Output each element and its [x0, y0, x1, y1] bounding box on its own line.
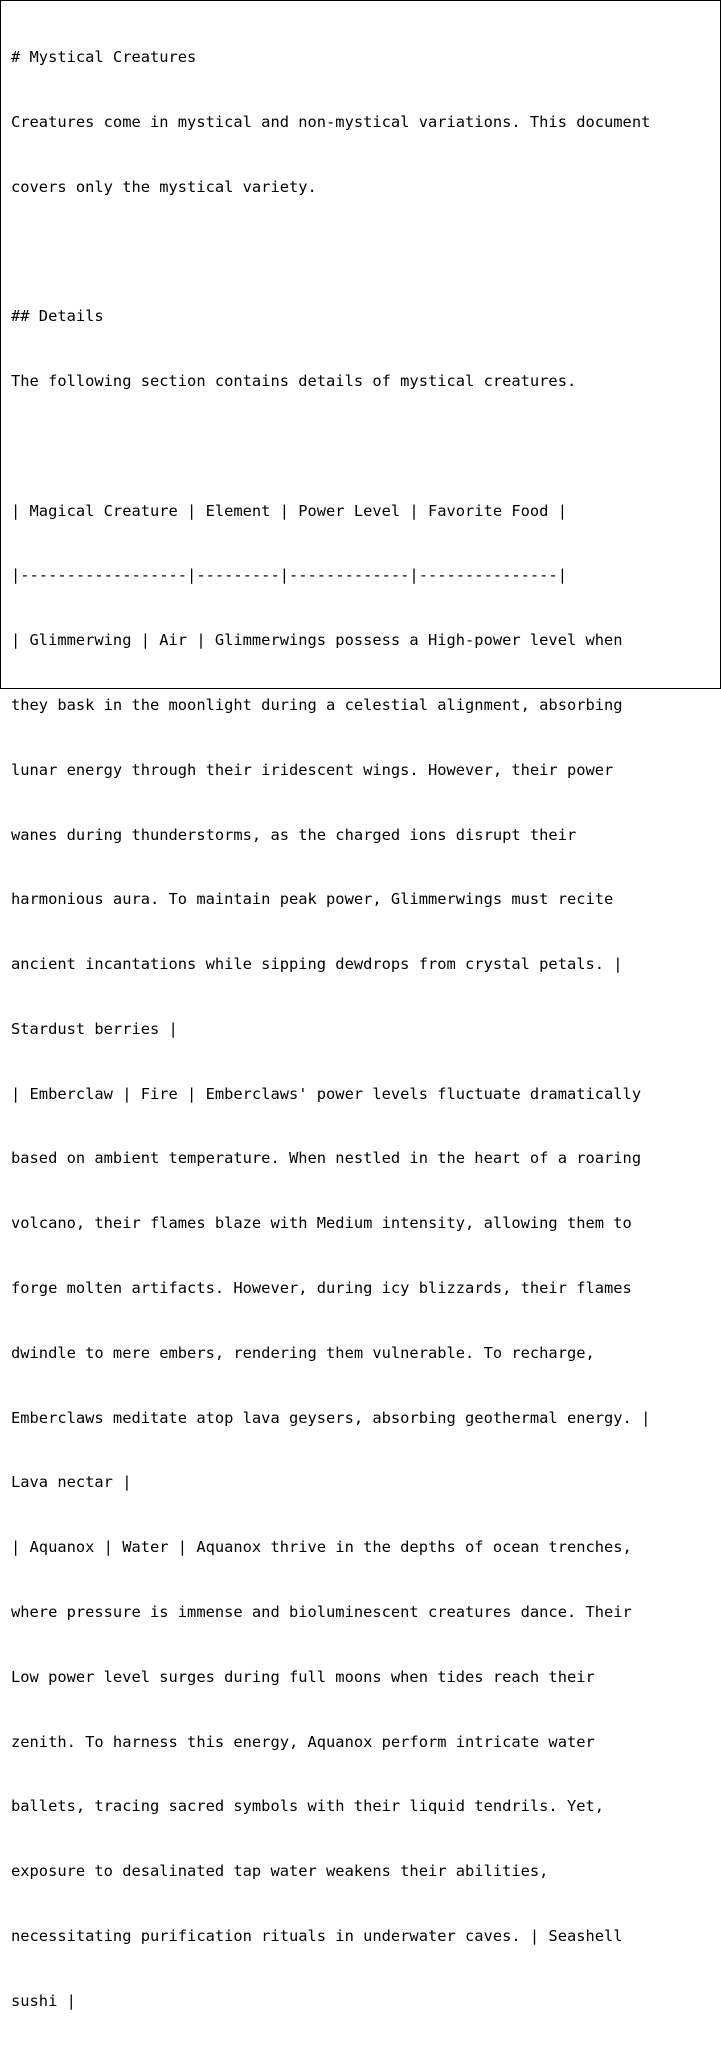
table-row-line: Lava nectar | — [11, 1473, 132, 1492]
table-row-line: ballets, tracing sacred symbols with their liquid tendrils. Yet, — [11, 1797, 605, 1816]
table-row-line: Stardust berries | — [11, 1019, 178, 1038]
table-row-line: | Emberclaw | Fire | Emberclaws' power levels fluctuate dramatically — [11, 1084, 642, 1103]
text-line: Creatures come in mystical and non-mystical variations. This document — [11, 112, 651, 131]
blank-line — [11, 436, 711, 458]
table-row-line: they bask in the moonlight during a celestial alignment, absorbing — [11, 696, 623, 714]
document-text — [11, 4, 711, 2055]
blank-line — [11, 242, 711, 264]
table-row-line: sushi | — [11, 1991, 76, 2010]
table-row-line: Low power level surges during full moons when tides reach their — [11, 1667, 595, 1686]
table-row-line: zenith. To harness this energy, Aquanox perform intricate water — [11, 1732, 595, 1751]
table-header-line: | Magical Creature | Element | Power Level | Favorite Food | — [11, 501, 567, 520]
text-line: covers only the mystical variety. — [11, 177, 317, 196]
table-row-line: ancient incantations while sipping dewdrops from crystal petals. | — [11, 955, 623, 974]
table-row-line: Emberclaws meditate atop lava geysers, absorbing geothermal energy. | — [11, 1408, 651, 1427]
table-row-line: dwindle to mere embers, rendering them vulnerable. To recharge, — [11, 1343, 595, 1362]
table-row-line: necessitating purification rituals in underwater caves. | Seashell — [11, 1926, 623, 1945]
table-row-line: where pressure is immense and bioluminescent creatures dance. Their — [11, 1602, 632, 1621]
table-row-line: exposure to desalinated tap water weakens their abilities, — [11, 1862, 549, 1881]
table-row-line: wanes during thunderstorms, as the charged ions disrupt their — [11, 825, 577, 844]
heading-line: # Mystical Creatures — [11, 48, 197, 67]
table-row-line: volcano, their flames blaze with Medium intensity, allowing them to — [11, 1214, 632, 1233]
table-row-line: forge molten artifacts. However, during icy blizzards, their flames — [11, 1279, 632, 1298]
text-line: The following section contains details of mystical creatures. — [11, 372, 577, 391]
table-row-line: based on ambient temperature. When nestled in the heart of a roaring — [11, 1149, 642, 1168]
table-row-line: harmonious aura. To maintain peak power, Glimmerwings must recite — [11, 890, 614, 909]
table-row-line: lunar energy through their iridescent wings. However, their power — [11, 760, 614, 779]
subheading-line: ## Details — [11, 307, 104, 326]
table-row-line: | Aquanox | Water | Aquanox thrive in the depths of ocean trenches, — [11, 1538, 632, 1557]
table-row-line: | Glimmerwing | Air | Glimmerwings possess a High-power level when — [11, 631, 623, 650]
table-separator-line: |------------------|---------|-------------|---------------| — [11, 566, 567, 585]
